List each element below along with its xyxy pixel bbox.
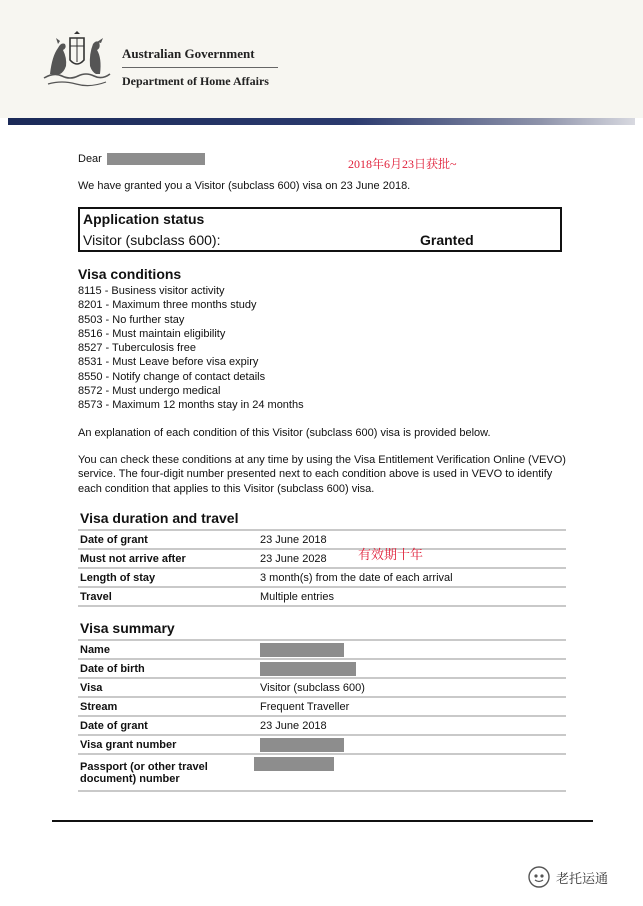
row-value: Visitor (subclass 600) <box>258 678 566 697</box>
row-value: 3 month(s) from the date of each arrival <box>258 568 566 587</box>
duration-table <box>78 529 566 607</box>
application-status-box <box>78 207 562 252</box>
table-row <box>78 735 566 754</box>
vevo-paragraph: You can check these conditions at any time by using the Visa Entitlement Verification Online (VEVO) service. The four-digit number presented next to each condition above is used in VEVO to identify each condition that applies to this Visitor (subclass 600) visa. <box>78 454 566 495</box>
salutation <box>78 153 205 165</box>
row-value: 23 June 2028 <box>258 549 566 568</box>
condition-item: 8573 - Maximum 12 months stay in 24 months <box>78 399 304 412</box>
table-row <box>78 716 566 735</box>
condition-item: 8527 - Tuberculosis free <box>78 342 197 355</box>
conditions-explanation: An explanation of each condition of this Visitor (subclass 600) visa is provided below. <box>78 427 491 439</box>
status-visa-label: Visitor (subclass 600): <box>83 232 221 248</box>
status-title: Application status <box>83 211 205 227</box>
row-label: Travel <box>78 587 258 606</box>
condition-item: 8115 - Business visitor activity <box>78 285 225 297</box>
table-row <box>78 697 566 716</box>
row-label: Date of grant <box>78 530 258 549</box>
redacted-name <box>260 643 344 657</box>
row-label: Date of birth <box>78 659 258 678</box>
condition-item: 8550 - Notify change of contact details <box>78 370 266 383</box>
row-value: 23 June 2018 <box>258 716 566 735</box>
table-row <box>78 530 566 549</box>
watermark-text: 老托运通 <box>556 870 609 886</box>
redacted-name <box>107 153 205 165</box>
table-row <box>78 568 566 587</box>
row-label: Visa grant number <box>78 735 258 754</box>
table-row <box>78 754 566 791</box>
watermark <box>528 866 608 888</box>
row-value: Frequent Traveller <box>258 697 566 716</box>
table-row <box>78 549 566 568</box>
summary-section-title: Visa summary <box>80 620 175 636</box>
validity-annotation: 有效期十年 <box>358 547 424 562</box>
header-divider <box>122 67 278 68</box>
row-value <box>258 735 566 754</box>
row-label: Must not arrive after <box>78 549 258 568</box>
redacted-date-of-birth <box>260 662 356 676</box>
salutation-text: Dear <box>78 153 102 165</box>
row-value <box>258 754 566 791</box>
row-value <box>258 659 566 678</box>
government-name: Australian Government <box>122 46 255 61</box>
header-band <box>8 118 635 125</box>
conditions-title: Visa conditions <box>78 266 182 282</box>
conditions-list <box>78 284 304 413</box>
condition-item: 8516 - Must maintain eligibility <box>78 327 226 340</box>
summary-table <box>78 639 566 792</box>
coat-of-arms-icon <box>40 30 114 90</box>
handwritten-date-annotation: 2018年6月23日获批~ <box>348 157 457 171</box>
wechat-icon <box>528 866 550 888</box>
department-name: Department of Home Affairs <box>122 74 269 88</box>
granted-statement: We have granted you a Visitor (subclass 600) visa on 23 June 2018. <box>78 180 411 192</box>
condition-item: 8503 - No further stay <box>78 313 185 326</box>
row-label: Stream <box>78 697 258 716</box>
condition-item: 8201 - Maximum three months study <box>78 299 257 312</box>
table-row <box>78 640 566 659</box>
footer-divider <box>52 820 593 822</box>
table-row <box>78 659 566 678</box>
table-row <box>78 587 566 606</box>
row-value: 23 June 2018 <box>258 530 566 549</box>
row-label: Passport (or other travel document) number <box>78 754 258 791</box>
condition-item: 8531 - Must Leave before visa expiry <box>78 356 259 369</box>
redacted-grant-number <box>260 738 344 752</box>
letterhead <box>0 0 643 118</box>
row-label: Length of stay <box>78 568 258 587</box>
duration-section-title: Visa duration and travel <box>80 510 239 526</box>
row-label: Visa <box>78 678 258 697</box>
condition-item: 8572 - Must undergo medical <box>78 385 221 398</box>
table-row <box>78 678 566 697</box>
row-value <box>258 640 566 659</box>
status-value: Granted <box>420 232 474 248</box>
row-value: Multiple entries <box>258 587 566 606</box>
row-label: Name <box>78 640 258 659</box>
redacted-passport-number <box>254 757 334 771</box>
row-label: Date of grant <box>78 716 258 735</box>
